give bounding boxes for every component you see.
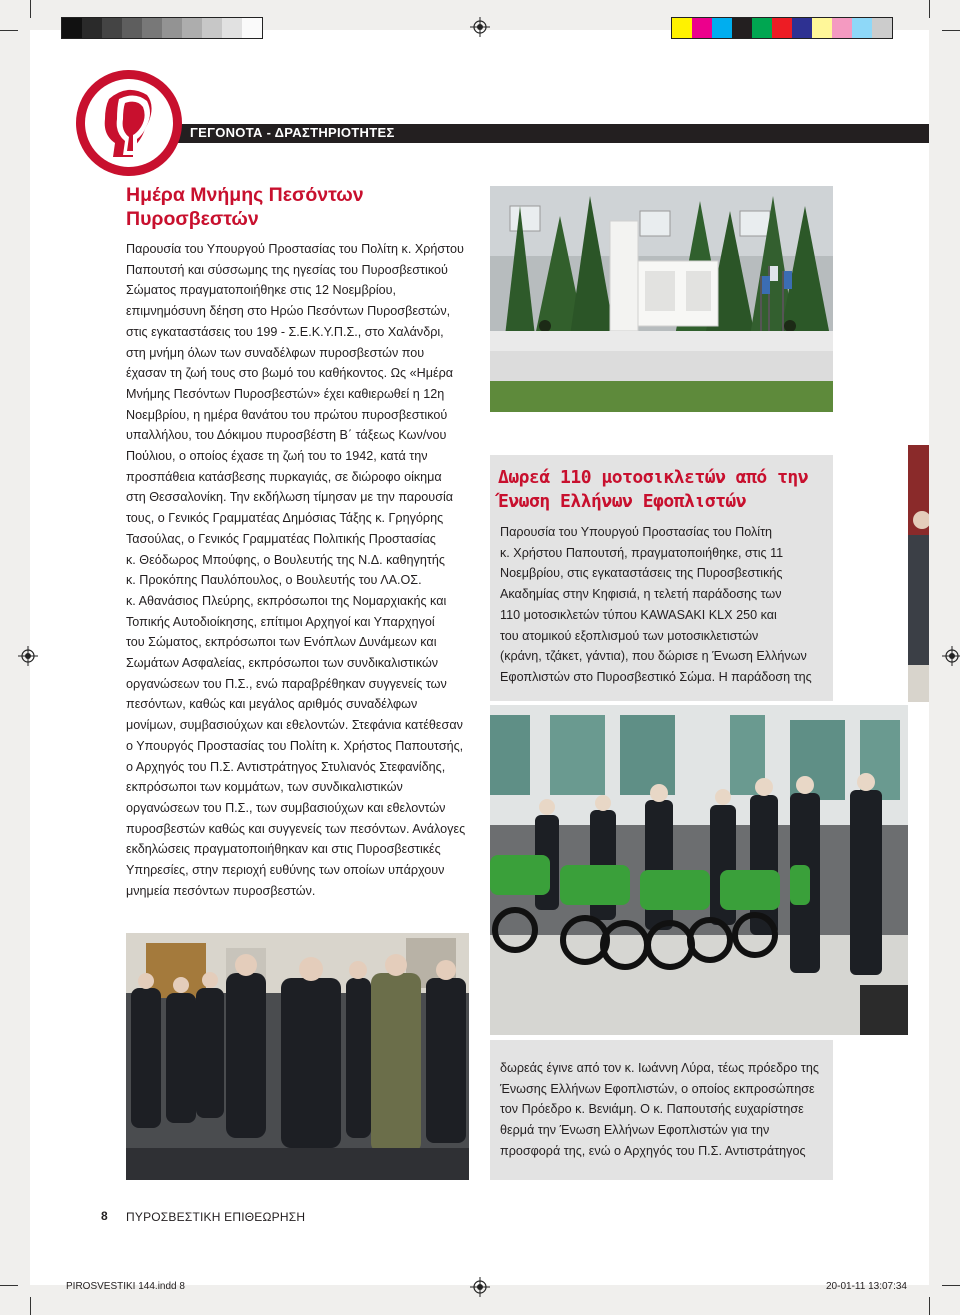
- crop-mark: [0, 30, 18, 31]
- registration-mark-icon: [18, 646, 38, 666]
- body-line: πεσόντων, καθώς και μεγάλος αριθμός συναδέλφων: [126, 697, 418, 712]
- crop-mark: [30, 1297, 31, 1315]
- body-line: Ακαδημίας στην Κηφισιά, η τελετή παράδοσης των: [500, 587, 782, 602]
- body-line: τους, ο Γενικός Γραμματέας Δημόσιας Τάξης κ. Γρηγόρης: [126, 511, 444, 526]
- body-line: προσφορά της, ενώ ο Αρχηγός του Π.Σ. Αντιστράτηγος: [500, 1143, 806, 1158]
- body-line: τον Πρόεδρο κ. Βενιάμη. Ο κ. Παπουτσής ευχαρίστησε: [500, 1102, 804, 1117]
- body-line: Παρουσία του Υπουργού Προστασίας του Πολίτη κ. Χρήστου: [126, 242, 464, 256]
- article-body-remembrance: [126, 239, 465, 902]
- body-line: (κράνη, τζάκετ, γάντια), που δώρισε η Ένωση Ελλήνων: [500, 649, 807, 664]
- body-line: του Σώματος, εκπρόσωποι των Ενόπλων Δυνάμεων και: [126, 635, 437, 650]
- article-title-donation: [498, 466, 828, 514]
- title-line: Δωρεά 110 μοτοσικλετών από την: [498, 467, 809, 488]
- body-line: Νοεμβρίου, στις εγκαταστάσεις της Πυροσβεστικής: [500, 566, 783, 581]
- body-line: προσπάθεια κατάσβεσης πυρκαγιάς, σε διώροφο οίκημα: [126, 469, 442, 484]
- body-line: μνημεία πεσόντων πυροσβεστών.: [126, 883, 316, 898]
- title-line: Ένωση Ελλήνων Εφοπλιστών: [498, 491, 747, 512]
- body-line: Τοπικής Αυτοδιοίκησης, επίτιμοι Αρχηγοί και Υπαρχηγοί: [126, 614, 435, 629]
- file-slug: PIROSVESTIKI 144.indd 8: [66, 1281, 185, 1292]
- body-line: θερμά την Ένωση Ελλήνων Εφοπλιστών για την: [500, 1123, 770, 1138]
- body-line: οργανώσεων του Π.Σ., των συμβασιούχων και εθελοντών: [126, 800, 446, 815]
- crop-mark: [929, 1297, 930, 1315]
- body-line: Σώματος πραγματοποιήθηκε στις 12 Νοεμβρίου,: [126, 283, 397, 298]
- crop-mark: [942, 1285, 960, 1286]
- body-line: στις εγκαταστάσεις του 199 - Σ.Ε.Κ.Υ.Π.Σ., στο Χαλάνδρι,: [126, 324, 444, 339]
- body-line: εκπρόσωποι των κομμάτων, των συνδικαλιστικών: [126, 780, 403, 795]
- crop-mark: [929, 0, 930, 18]
- body-line: έχασαν τη ζωή τους στο βωμό του καθήκοντος. Ως «Ημέρα: [126, 366, 454, 381]
- color-calibration-bar: [671, 17, 893, 39]
- page-number: 8: [101, 1209, 108, 1223]
- magazine-title: ΠΥΡΟΣΒΕΣΤΙΚΗ ΕΠΙΘΕΩΡΗΣΗ: [126, 1210, 306, 1224]
- print-date: 20-01-11 13:07:34: [826, 1281, 907, 1292]
- title-line: Ημέρα Μνήμης Πεσόντων: [126, 184, 364, 206]
- body-line: ο Αρχηγός του Π.Σ. Αντιστράτηγος Στυλιανός Στεφανίδης,: [126, 759, 446, 774]
- title-line: Πυροσβεστών: [126, 208, 259, 230]
- motorcycles-ceremony-photo: [490, 705, 908, 1035]
- crop-mark: [30, 0, 31, 18]
- body-line: Εφοπλιστών στο Πυροσβεστικό Σώμα. Η παράδοση της: [500, 669, 812, 684]
- body-line: υπαλλήλου, του Δόκιμου πυροσβέστη Β΄ τάξεως Κων/νου: [126, 428, 447, 443]
- body-line: εκδηλώσεις πραγματοποιήθηκαν και στις Πυροσβεστικές: [126, 842, 441, 857]
- body-line: 110 μοτοσικλετών τύπου KAWASAKI KLX 250 και: [500, 607, 777, 622]
- memorial-photo: [490, 186, 833, 412]
- body-line: Πούλιου, ο οποίος έχασε τη ζωή του το 1942, κατά την: [126, 449, 428, 464]
- body-line: μονίμων, συμβασιούχων και εθελοντών. Στεφάνια κατέθεσαν: [126, 718, 463, 733]
- fire-service-logo-icon: [75, 69, 183, 177]
- article-title-remembrance: [126, 183, 456, 231]
- body-line: επιμνημόσυνη δέηση στο Ηρώο Πεσόντων Πυροσβεστών,: [126, 304, 451, 319]
- body-line: Τασούλας, ο Γενικός Γραμματέας Πολιτικής Προστασίας: [126, 531, 436, 546]
- body-line: στη μνήμη όλων των συναδέλφων πυροσβεστών που: [126, 345, 425, 360]
- body-line: του ατομικού εξοπλισμού των μοτοσικλετιστών: [500, 628, 759, 643]
- adjacent-page-photo-edge: [908, 445, 929, 702]
- body-line: Σωμάτων Ασφαλείας, εκπρόσωποι των συνδικαλιστικών: [126, 656, 439, 671]
- body-line: Νοεμβρίου, η ημέρα θανάτου του πρώτου πυροσβεστικού: [126, 407, 448, 422]
- body-line: Ένωσης Ελλήνων Εφοπλιστών, ο οποίος εκπροσώπησε: [500, 1081, 815, 1096]
- registration-mark-icon: [470, 17, 490, 37]
- crop-mark: [942, 30, 960, 31]
- body-line: Υπηρεσίες, στην περιοχή ευθύνης των οποίων υπάρχουν: [126, 863, 445, 878]
- body-line: στη Θεσσαλονίκη. Την εκδήλωση τίμησαν με την παρουσία: [126, 490, 454, 505]
- body-line: κ. Χρήστου Παπουτσή, πραγματοποιήθηκε, στις 11: [500, 545, 784, 560]
- registration-mark-icon: [942, 646, 960, 666]
- body-line: πυροσβεστών καθώς και συγγενείς των πεσόντων. Ανάλογες: [126, 821, 466, 836]
- body-line: κ. Προκόπης Παυλόπουλος, ο Βουλευτής του ΛΑ.ΟΣ.: [126, 573, 422, 588]
- body-line: οργανώσεων του Π.Σ., ενώ παραβρέθηκαν συγγενείς των: [126, 676, 447, 691]
- body-line: ο Υπουργός Προστασίας του Πολίτη κ. Χρήστος Παπουτσής,: [126, 738, 464, 753]
- registration-mark-icon: [470, 1277, 490, 1297]
- body-line: Μνήμης Πεσόντων Πυροσβεστών» έχει καθιερωθεί η 12η: [126, 386, 445, 401]
- grayscale-calibration-bar: [61, 17, 263, 39]
- article-body-donation-continued: [500, 1058, 819, 1162]
- body-line: κ. Θεόδωρος Μπούφης, ο Βουλευτής της Ν.Δ. καθηγητής: [126, 552, 445, 567]
- crop-mark: [0, 1285, 18, 1286]
- body-line: κ. Αθανάσιος Πλεύρης, εκπρόσωποι της Νομαρχιακής και: [126, 593, 447, 608]
- article-body-donation: [500, 522, 812, 688]
- body-line: Παπουτσή και σύσσωμης της ηγεσίας του Πυροσβεστικού: [126, 262, 448, 277]
- officials-group-photo: [126, 933, 469, 1180]
- section-title: ΓΕΓΟΝΟΤΑ - ΔΡΑΣΤΗΡΙΟΤΗΤΕΣ: [190, 125, 395, 140]
- body-line: Παρουσία του Υπουργού Προστασίας του Πολίτη: [500, 525, 773, 539]
- body-line: δωρεάς έγινε από τον κ. Ιωάννη Λύρα, τέως πρόεδρο της: [500, 1061, 819, 1075]
